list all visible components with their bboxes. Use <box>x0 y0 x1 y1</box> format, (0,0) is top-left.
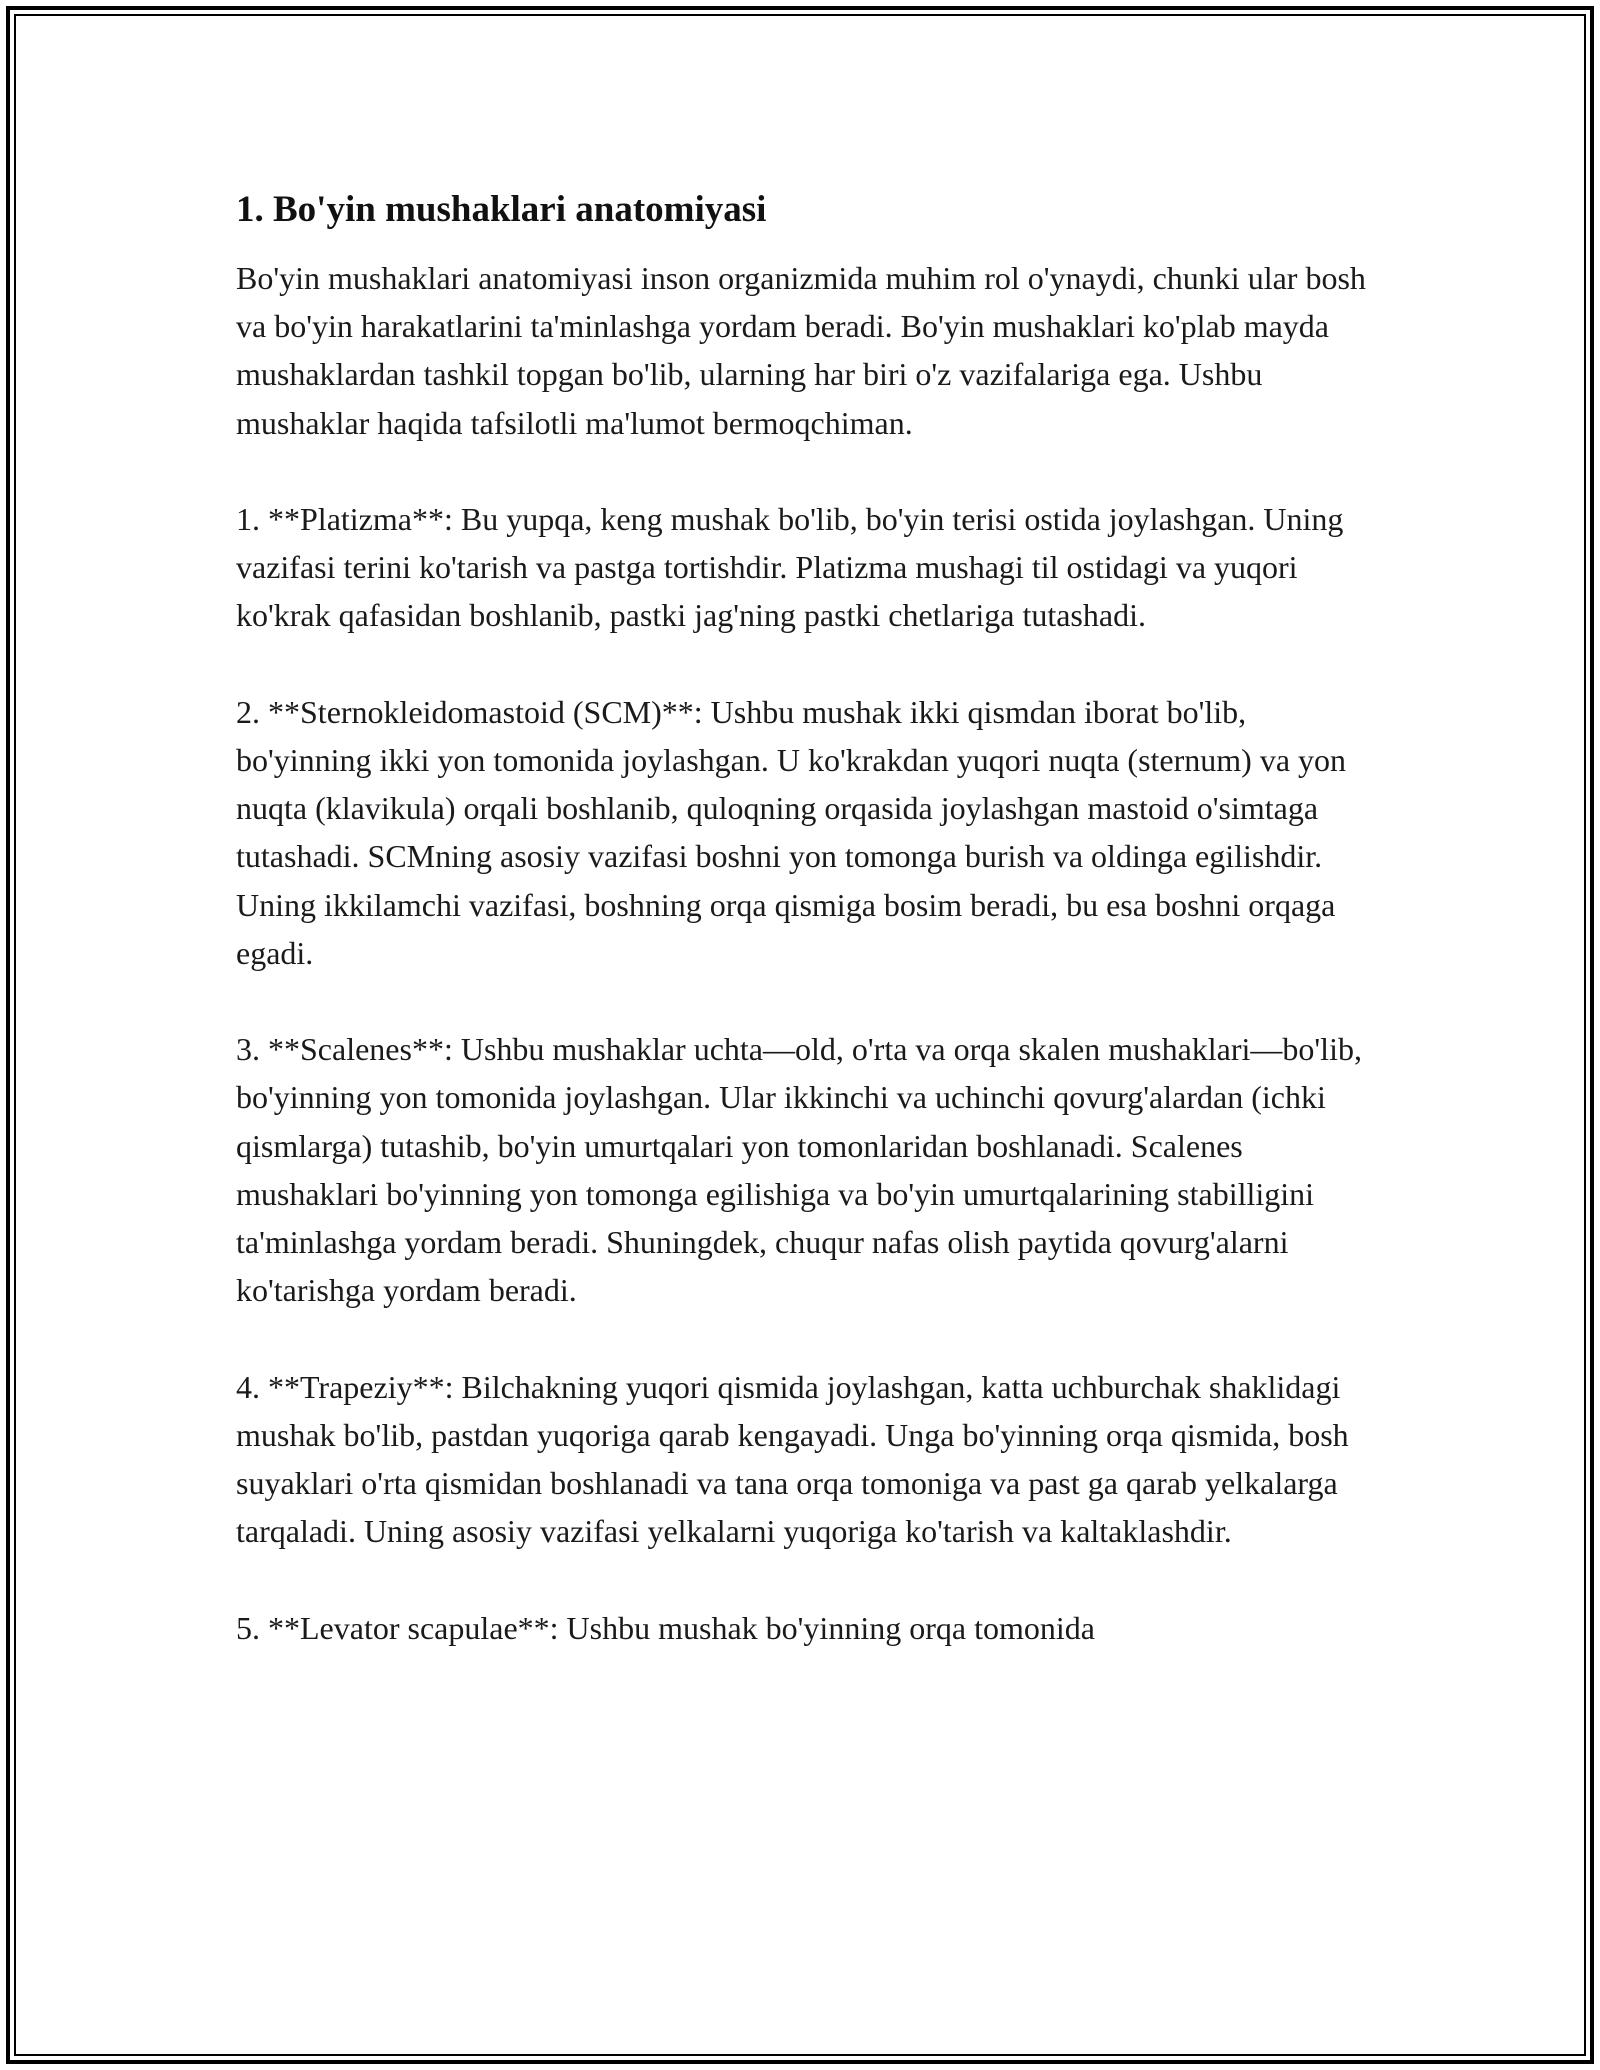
list-item-scalenes: 3. **Scalenes**: Ushbu mushaklar uchta—old, o'rta va orqa skalen mushaklari—bo'lib, bo'yinning yon tomonida joylashgan. Ular ikkinchi va uchinchi qovurg'alardan (ichki qismlarga) tutashib, bo'yin umurtqalari yon tomonlaridan boshlanadi. Scalenes mushaklari bo'yinning yon tomonga egilishiga va bo'yin umurtqalarining stabilligini ta'minlashga yordam beradi. Shuningdek, chuqur nafas olish paytida qovurg'alarni ko'tarishga yordam beradi. <box>236 1031 1362 1309</box>
list-item-trapeziy: 4. **Trapeziy**: Bilchakning yuqori qismida joylashgan, katta uchburchak shaklidagi mushak bo'lib, pastdan yuqoriga qarab kengayadi. Unga bo'yinning orqa qismida, bosh suyaklari o'rta qismidan boshlanadi va tana orqa tomoniga va past ga qarab yelkalarga tarqaladi. Uning asosiy vazifasi yelkalarni yuqoriga ko'tarish va kaltaklashdir. <box>236 1368 1349 1550</box>
document-body <box>236 186 1366 1700</box>
list-item-platizma: 1. **Platizma**: Bu yupqa, keng mushak bo'lib, bo'yin terisi ostida joylashgan. Uning vazifasi terini ko'tarish va pastga tortishdir. Platizma mushagi til ostidagi va yuqori ko'krak qafasidan boshlanib, pastki jag'ning pastki chetlariga tutashadi. <box>236 501 1344 634</box>
list-item-sternokleidomastoid: 2. **Sternokleidomastoid (SCM)**: Ushbu mushak ikki qismdan iborat bo'lib, bo'yinning ikki yon tomonida joylashgan. U ko'krakdan yuqori nuqta (sternum) va yon nuqta (klavikula) orqali boshlanib, quloqning orqasida joylashgan mastoid o'simtaga tutashadi. SCMning asosiy vazifasi boshni yon tomonga burish va oldinga egilishdir. Uning ikkilamchi vazifasi, boshning orqa qismiga bosim beradi, bu esa boshni orqaga egadi. <box>236 693 1347 971</box>
list-item-levator-scapulae: 5. **Levator scapulae**: Ushbu mushak bo'yinning orqa tomonida <box>236 1609 1095 1646</box>
intro-paragraph: Bo'yin mushaklari anatomiyasi inson organizmida muhim rol o'ynaydi, chunki ular bosh va bo'yin harakatlarini ta'minlashga yordam beradi. Bo'yin mushaklari ko'plab mayda mushaklardan tashkil topgan bo'lib, ularning har biri o'z vazifalariga ega. Ushbu mushaklar haqida tafsilotli ma'lumot bermoqchiman. <box>236 260 1366 441</box>
section-heading: 1. Bo'yin mushaklari anatomiyasi <box>236 189 767 230</box>
